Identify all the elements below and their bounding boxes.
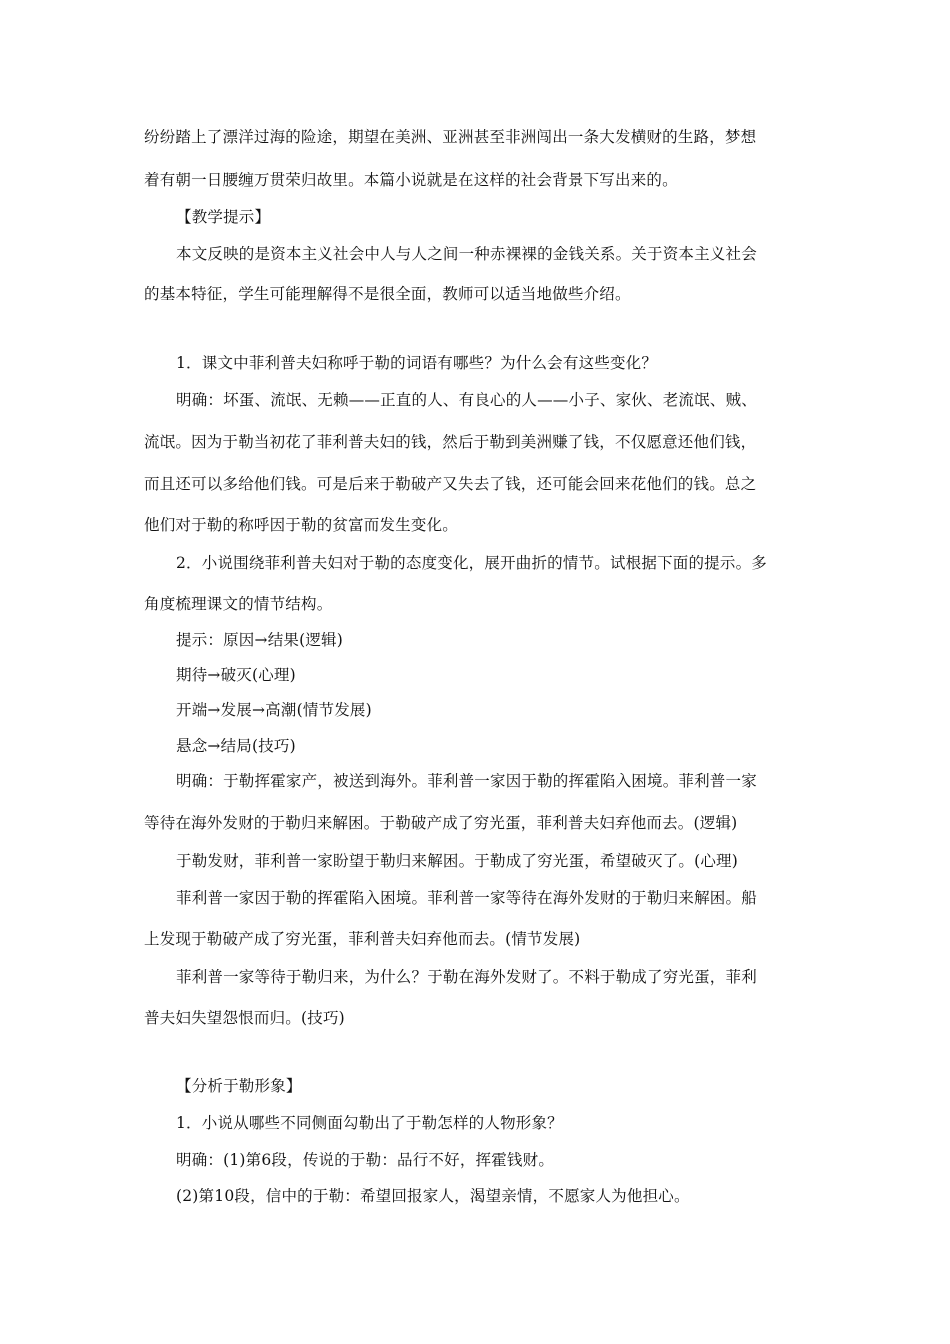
- paragraph-line: (2)第10段，信中的于勒：希望回报家人，渴望亲情，不愿家人为他担心。: [176, 1187, 690, 1205]
- question-line: 1．小说从哪些不同侧面勾勒出了于勒怎样的人物形象？: [176, 1114, 563, 1132]
- section-heading: 【教学提示】: [176, 208, 271, 226]
- paragraph-line: 明确：于勒挥霍家产，被送到海外。菲利普一家因于勒的挥霍陷入困境。菲利普一家: [176, 772, 757, 790]
- paragraph-line: 菲利普一家因于勒的挥霍陷入困境。菲利普一家等待在海外发财的于勒归来解困。船: [176, 889, 757, 907]
- paragraph-line: 菲利普一家等待于勒归来，为什么？于勒在海外发财了。不料于勒成了穷光蛋，菲利: [176, 968, 757, 986]
- question-line: 1．课文中菲利普夫妇称呼于勒的词语有哪些？为什么会有这些变化？: [176, 354, 658, 372]
- paragraph-line: 等待在海外发财的于勒归来解困。于勒破产成了穷光蛋，菲利普夫妇弃他而去。(逻辑): [144, 814, 738, 832]
- hint-line: 开端→发展→高潮(情节发展): [176, 701, 372, 719]
- paragraph-line: 明确：坏蛋、流氓、无赖——正直的人、有良心的人——小子、家伙、老流氓、贼、: [176, 391, 757, 409]
- paragraph-line: 纷纷踏上了漂洋过海的险途，期望在美洲、亚洲甚至非洲闯出一条大发横财的生路，梦想: [144, 128, 757, 146]
- paragraph-line: 而且还可以多给他们钱。可是后来于勒破产又失去了钱，还可能会回来花他们的钱。总之: [144, 475, 757, 493]
- hint-line: 期待→破灭(心理): [176, 666, 296, 684]
- paragraph-line: 流氓。因为于勒当初花了菲利普夫妇的钱，然后于勒到美洲赚了钱，不仅愿意还他们钱，: [144, 433, 757, 451]
- paragraph-line: 着有朝一日腰缠万贯荣归故里。本篇小说就是在这样的社会背景下写出来的。: [144, 171, 678, 189]
- paragraph-line: 他们对于勒的称呼因于勒的贫富而发生变化。: [144, 516, 459, 534]
- paragraph-line: 本文反映的是资本主义社会中人与人之间一种赤裸裸的金钱关系。关于资本主义社会: [176, 245, 757, 263]
- hint-line: 提示：原因→结果(逻辑): [176, 631, 343, 649]
- paragraph-line: 明确：(1)第6段，传说的于勒：品行不好，挥霍钱财。: [176, 1151, 555, 1169]
- paragraph-line: 于勒发财，菲利普一家盼望于勒归来解困。于勒成了穷光蛋，希望破灭了。(心理): [176, 852, 738, 870]
- question-line: 2．小说围绕菲利普夫妇对于勒的态度变化，展开曲折的情节。试根据下面的提示。多: [176, 554, 767, 572]
- hint-line: 悬念→结局(技巧): [176, 737, 296, 755]
- paragraph-line: 角度梳理课文的情节结构。: [144, 595, 333, 613]
- paragraph-line: 的基本特征，学生可能理解得不是很全面，教师可以适当地做些介绍。: [144, 285, 631, 303]
- paragraph-line: 普夫妇失望怨恨而归。(技巧): [144, 1009, 345, 1027]
- paragraph-line: 上发现于勒破产成了穷光蛋，菲利普夫妇弃他而去。(情节发展): [144, 930, 581, 948]
- section-heading: 【分析于勒形象】: [176, 1077, 302, 1095]
